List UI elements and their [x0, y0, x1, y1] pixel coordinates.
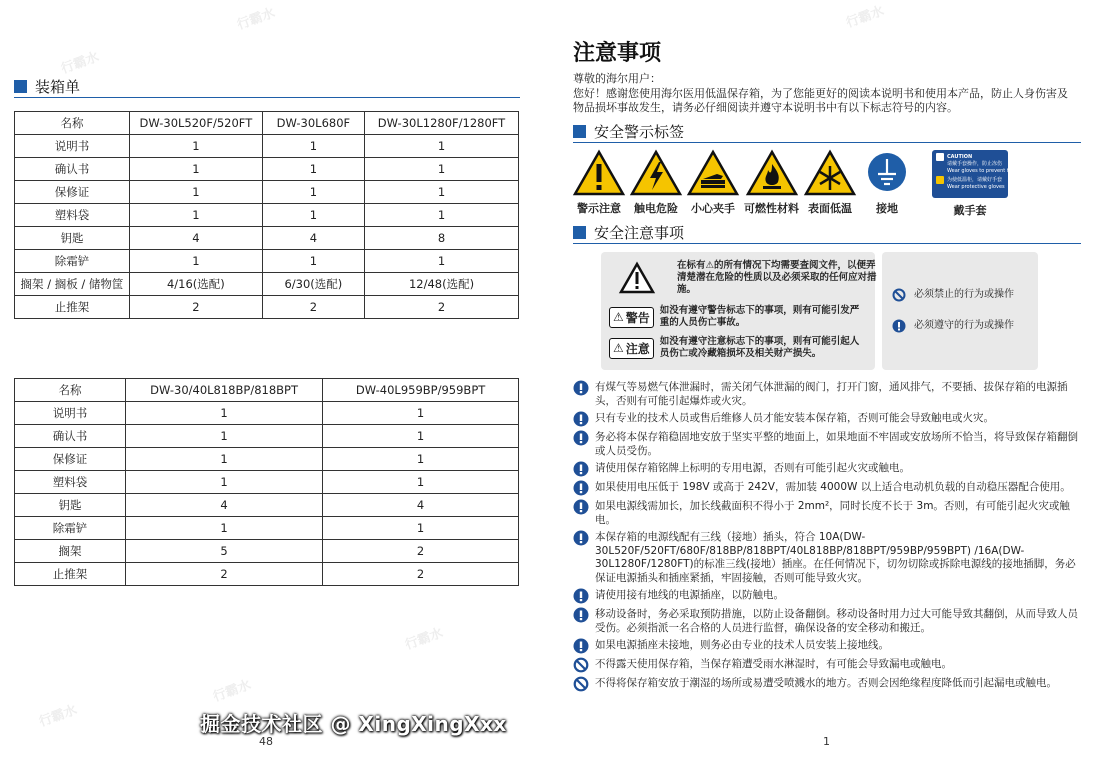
table-cell: 1 [365, 158, 519, 181]
table-cell: 确认书 [15, 425, 126, 448]
mandatory-icon [892, 319, 906, 333]
notice-text: 请使用接有地线的电源插座，以防触电。 [595, 589, 784, 601]
column-header: DW-30L1280F/1280FT [365, 112, 519, 135]
table-cell: 搁架 [15, 540, 126, 563]
notice-text: 如果使用电压低于 198V 或高于 242V，需加装 4000W 以上适合电动机负载的自动稳压器配合使用。 [595, 481, 1071, 493]
table-row [15, 273, 519, 296]
table-cell: 4 [323, 494, 519, 517]
table-row [15, 563, 519, 586]
table-row [15, 135, 519, 158]
legend-warning [609, 305, 860, 329]
notice-item [573, 589, 1083, 604]
table-cell: 1 [125, 425, 322, 448]
notice-text: 如果电源线需加长，加长线截面积不得小于 2mm²，同时长度不长于 3m。否则，有可能引起火灾或触电。 [595, 500, 1070, 526]
notice-item [573, 639, 1083, 654]
table-cell: 止推架 [15, 296, 130, 319]
table-row [15, 227, 519, 250]
glove-card-title: CAUTION [947, 153, 973, 160]
table-row [15, 402, 519, 425]
watermark: 行霸水 [211, 677, 254, 706]
table-cell: 1 [129, 204, 262, 227]
table-cell: 说明书 [15, 135, 130, 158]
mandatory-icon [573, 588, 589, 604]
sign-ground [865, 150, 909, 218]
table-cell: 1 [125, 448, 322, 471]
intro-greeting: 尊敬的海尔用户： [573, 72, 661, 85]
notice-item [573, 481, 1083, 496]
table-header-row [15, 112, 519, 135]
legend-prohibited [892, 288, 1014, 302]
table-cell: 保修证 [15, 448, 126, 471]
table-cell: 1 [125, 517, 322, 540]
safety-notes-heading [573, 222, 684, 243]
exclamation-warning-icon [573, 150, 625, 196]
table-cell: 4 [125, 494, 322, 517]
column-header: DW-30L520F/520FT [129, 112, 262, 135]
sign-pinch [687, 150, 739, 218]
table-cell: 4 [262, 227, 364, 250]
section-rule [573, 243, 1081, 244]
legend-mandatory-text: 必须遵守的行为或操作 [914, 320, 1014, 331]
warning-triangle-icon: ⚠ [613, 310, 624, 324]
table-cell: 1 [262, 181, 364, 204]
table-row [15, 158, 519, 181]
notice-text: 请使用保存箱铭牌上标明的专用电源，否则有可能引起火灾或触电。 [595, 462, 910, 474]
table-cell: 说明书 [15, 402, 126, 425]
mandatory-icon [573, 530, 589, 546]
table-cell: 8 [365, 227, 519, 250]
table-cell: 1 [365, 181, 519, 204]
column-header: DW-30/40L818BP/818BPT [125, 379, 322, 402]
packing-table-2 [14, 378, 519, 586]
legend-general [611, 260, 877, 296]
safety-signs-row [573, 150, 1028, 218]
table-cell: 2 [323, 563, 519, 586]
table-cell: 4/16(选配) [129, 273, 262, 296]
mandatory-icon [573, 480, 589, 496]
mandatory-icon [573, 638, 589, 654]
mandatory-icon [573, 430, 589, 446]
right-page [553, 0, 1105, 760]
table-row [15, 204, 519, 227]
left-page [0, 0, 540, 760]
glove-card-line: 为使低温柜，请戴好手套 [947, 176, 1003, 183]
safety-labels-title: 安全警示标签 [594, 123, 685, 141]
column-header: DW-40L959BP/959BPT [323, 379, 519, 402]
table-cell: 2 [365, 296, 519, 319]
notice-item [573, 608, 1083, 635]
packing-table-1 [14, 111, 519, 319]
legend-panel-signals [601, 252, 875, 370]
table-header-row [15, 379, 519, 402]
column-header: 名称 [15, 379, 126, 402]
notice-item [573, 462, 1083, 477]
electric-shock-icon [630, 150, 682, 196]
notice-text: 如果电源插座未接地，则务必由专业的技术人员安装上接地线。 [595, 639, 889, 651]
section-marker [573, 226, 586, 239]
table-cell: 1 [323, 448, 519, 471]
prohibited-icon [573, 676, 589, 692]
glove-card-line: Wear gloves to prevent frostbite [947, 167, 1028, 174]
legend-caution [609, 336, 860, 360]
legend-warning-text: 如没有遵守警告标志下的事项，则有可能引发严重的人员伤亡事故。 [659, 305, 860, 328]
notice-item [573, 531, 1083, 585]
sign-warning [573, 150, 625, 218]
exclamation-warning-icon [619, 262, 655, 294]
notice-item [573, 381, 1083, 408]
table-cell: 2 [323, 540, 519, 563]
table-cell: 5 [125, 540, 322, 563]
sign-label: 表面低温 [808, 202, 852, 215]
warning-badge-label: 警告 [625, 310, 650, 325]
table-row [15, 181, 519, 204]
watermark: 行霸水 [844, 3, 887, 32]
legend-caution-text: 如没有遵守注意标志下的事项，则有可能引起人员伤亡或冷藏箱损坏及相关财产损失。 [659, 336, 860, 359]
table-row [15, 425, 519, 448]
wear-gloves-icon [932, 150, 1028, 198]
packing-list-heading [14, 76, 80, 97]
table-cell: 1 [262, 204, 364, 227]
table-row [15, 494, 519, 517]
glove-card-line: Wear protective gloves [947, 184, 1005, 190]
table-cell: 1 [125, 402, 322, 425]
warning-badge [609, 307, 654, 328]
sign-label: 小心夹手 [691, 202, 735, 215]
table-cell: 1 [125, 471, 322, 494]
notice-text: 只有专业的技术人员或售后维修人员才能安装本保存箱，否则可能会导致触电或火灾。 [595, 412, 994, 424]
page-number-left: 48 [259, 735, 273, 748]
page-title: 注意事项 [573, 41, 662, 66]
sign-flammable [744, 150, 799, 218]
sign-label: 接地 [876, 202, 898, 215]
sign-gloves [932, 150, 1028, 218]
table-cell: 保修证 [15, 181, 130, 204]
packing-list-title: 装箱单 [35, 78, 81, 96]
notice-item [573, 412, 1083, 427]
table-cell: 1 [365, 135, 519, 158]
column-header: 名称 [15, 112, 130, 135]
table-cell: 2 [129, 296, 262, 319]
table-row [15, 471, 519, 494]
sign-label: 可燃性材料 [744, 202, 799, 215]
table-cell: 1 [262, 135, 364, 158]
table-cell: 1 [323, 425, 519, 448]
table-row [15, 517, 519, 540]
table-cell: 1 [323, 517, 519, 540]
table-cell: 1 [262, 158, 364, 181]
table-row [15, 296, 519, 319]
table-cell: 钥匙 [15, 494, 126, 517]
sign-low-temp [804, 150, 856, 218]
intro-body: 您好！感谢您使用海尔医用低温保存箱，为了您能更好的阅读本说明书和使用本产品，防止人身伤害及物品损坏事故发生，请务必仔细阅读并遵守本说明书中有以下标志符号的内容。 [573, 87, 1068, 114]
mandatory-icon [573, 607, 589, 623]
table-cell: 4 [129, 227, 262, 250]
watermark: 行霸水 [235, 5, 278, 34]
notice-item [573, 431, 1083, 458]
caution-triangle-icon: ⚠ [613, 341, 624, 355]
sign-label: 戴手套 [953, 204, 987, 217]
ground-icon [865, 150, 909, 196]
section-rule [573, 142, 1081, 143]
notice-text: 务必将本保存箱稳固地安放于坚实平整的地面上，如果地面不牢固或安放场所不恰当，将导致保存箱翻倒或人员受伤。 [595, 431, 1078, 457]
legend-general-text: 在标有⚠的所有情况下均需要查阅文件，以便弄清楚潜在危险的性质以及必须采取的任何应对措施。 [677, 260, 877, 295]
sign-label: 警示注意 [577, 202, 621, 215]
table-cell: 6/30(选配) [262, 273, 364, 296]
notice-text: 有煤气等易燃气体泄漏时，需关闭气体泄漏的阀门，打开门窗，通风排气，不要插、拔保存箱的电源插头，否则有可能引起爆炸或火灾。 [595, 381, 1068, 407]
table-cell: 钥匙 [15, 227, 130, 250]
safety-notice-list [573, 381, 1083, 696]
watermark: 行霸水 [37, 702, 80, 731]
credit-watermark: 掘金技术社区 @ XingXingXxx [200, 712, 507, 736]
table-cell: 止推架 [15, 563, 126, 586]
notice-text: 本保存箱的电源线配有三线（接地）插头，符合 10A(DW-30L520F/520FT/680F/818BP/818BPT/40L818BP/818BPT/959BP/959BPT) /16A(DW-30L1280F/1280FT)的标准三线(接地）插座。在任何情况下，切勿切除或拆除电源线的接地插脚，务必保证电源插头和插座紧插，牢固接触，否则可能导致火灾。 [595, 531, 1076, 584]
table-cell: 搁架 / 搁板 / 储物筐 [15, 273, 130, 296]
table-cell: 1 [129, 250, 262, 273]
watermark: 行霸水 [59, 49, 102, 78]
column-header: DW-30L680F [262, 112, 364, 135]
section-rule [14, 97, 520, 98]
legend-mandatory [892, 319, 1014, 333]
low-temperature-icon [804, 150, 856, 196]
table-cell: 塑料袋 [15, 204, 130, 227]
prohibited-icon [892, 288, 906, 302]
caution-badge-label: 注意 [625, 341, 650, 356]
table-row [15, 540, 519, 563]
page-number-right: 1 [823, 735, 830, 748]
notice-item [573, 658, 1083, 673]
table-cell: 塑料袋 [15, 471, 126, 494]
flammable-icon [746, 150, 798, 196]
table-cell: 1 [262, 250, 364, 273]
table-row [15, 250, 519, 273]
glove-card-line: 请戴手套操作，防止冻伤 [947, 161, 1003, 167]
pinch-hand-icon [687, 150, 739, 196]
table-cell: 1 [129, 158, 262, 181]
sign-electric [630, 150, 682, 218]
table-cell: 确认书 [15, 158, 130, 181]
table-cell: 1 [129, 181, 262, 204]
mandatory-icon [573, 461, 589, 477]
prohibited-icon [573, 657, 589, 673]
caution-badge [609, 338, 654, 359]
section-marker [573, 125, 586, 138]
table-cell: 2 [125, 563, 322, 586]
notice-text: 不得露天使用保存箱，当保存箱遭受雨水淋湿时，有可能会导致漏电或触电。 [595, 658, 952, 670]
legend-prohibited-text: 必须禁止的行为或操作 [914, 289, 1014, 300]
legend-panel-symbols [882, 252, 1038, 370]
mandatory-icon [573, 411, 589, 427]
table-cell: 1 [129, 135, 262, 158]
notice-text: 移动设备时，务必采取预防措施，以防止设备翻倒。移动设备时用力过大可能导致其翻倒，从而导致人员受伤。必须指派一名合格的人员进行监督，确保设备的安全移动和搬迁。 [595, 608, 1078, 634]
table-cell: 1 [365, 204, 519, 227]
watermark: 行霸水 [403, 625, 446, 654]
table-cell: 除霜铲 [15, 250, 130, 273]
safety-labels-heading [573, 121, 684, 142]
sign-label: 触电危险 [634, 202, 678, 215]
notice-item [573, 500, 1083, 527]
table-cell: 12/48(选配) [365, 273, 519, 296]
table-cell: 2 [262, 296, 364, 319]
table-cell: 1 [323, 471, 519, 494]
table-cell: 1 [323, 402, 519, 425]
table-cell: 除霜铲 [15, 517, 126, 540]
section-marker [14, 80, 27, 93]
table-cell: 1 [365, 250, 519, 273]
mandatory-icon [573, 499, 589, 515]
table-row [15, 448, 519, 471]
safety-notes-title: 安全注意事项 [594, 224, 685, 242]
notice-text: 不得将保存箱安放于潮湿的场所或易遭受喷溅水的地方。否则会因绝缘程度降低而引起漏电或触电。 [595, 677, 1057, 689]
notice-item [573, 677, 1083, 692]
mandatory-icon [573, 380, 589, 396]
